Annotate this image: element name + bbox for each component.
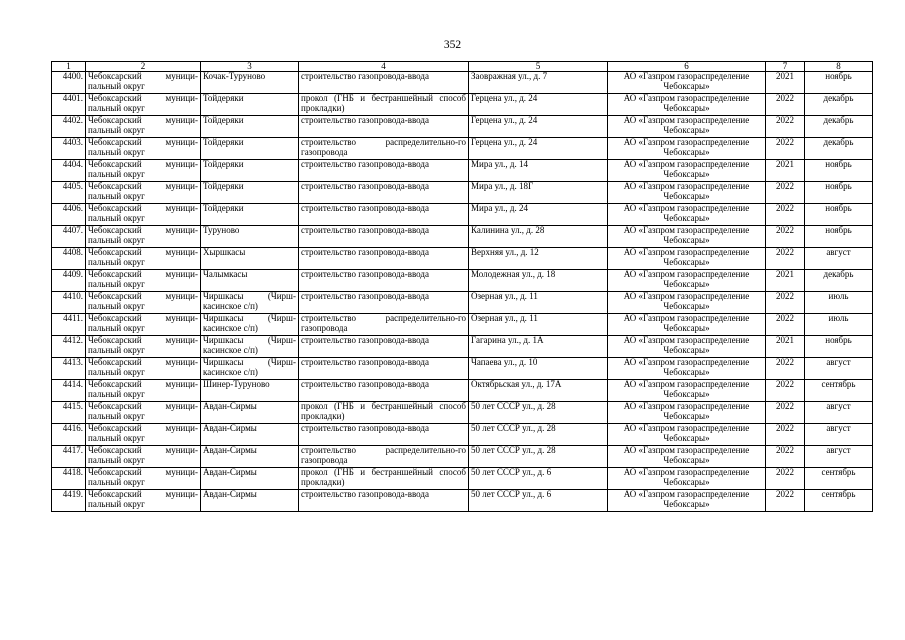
- work-type-cell: строительство газопровода-ввода: [299, 72, 469, 94]
- table-row: [52, 314, 873, 336]
- district-cell: Чебоксарский муници-пальный округ: [86, 380, 201, 402]
- table-row: [52, 94, 873, 116]
- locality-cell: Тойдеряки: [201, 204, 299, 226]
- row-number: 4418.: [52, 468, 86, 490]
- work-type-cell: строительство распределительно-го газопровода: [299, 446, 469, 468]
- district-cell: Чебоксарский муници-пальный округ: [86, 446, 201, 468]
- year-cell: 2022: [766, 490, 805, 512]
- work-type-cell: строительство газопровода-ввода: [299, 380, 469, 402]
- locality-cell: Тойдеряки: [201, 116, 299, 138]
- month-cell: ноябрь: [805, 204, 873, 226]
- locality-cell: Шинер-Туруново: [201, 380, 299, 402]
- row-number: 4417.: [52, 446, 86, 468]
- address-cell: 50 лет СССР ул., д. 6: [469, 490, 608, 512]
- work-type-cell: прокол (ГНБ и бестраншейный способ прокладки): [299, 94, 469, 116]
- row-number: 4400.: [52, 72, 86, 94]
- table-row: [52, 292, 873, 314]
- month-cell: ноябрь: [805, 160, 873, 182]
- address-cell: Верхняя ул., д. 12: [469, 248, 608, 270]
- year-cell: 2022: [766, 116, 805, 138]
- table-row: [52, 336, 873, 358]
- month-cell: сентябрь: [805, 468, 873, 490]
- organization-cell: АО «Газпром газораспределение Чебоксары»: [608, 204, 766, 226]
- work-type-cell: прокол (ГНБ и бестраншейный способ прокладки): [299, 468, 469, 490]
- locality-cell: Авдан-Сирмы: [201, 402, 299, 424]
- address-cell: Калинина ул., д. 28: [469, 226, 608, 248]
- district-cell: Чебоксарский муници-пальный округ: [86, 358, 201, 380]
- year-cell: 2022: [766, 468, 805, 490]
- locality-cell: Тойдеряки: [201, 160, 299, 182]
- column-number-row: [52, 62, 873, 72]
- address-cell: Озерная ул., д. 11: [469, 292, 608, 314]
- row-number: 4414.: [52, 380, 86, 402]
- month-cell: сентябрь: [805, 380, 873, 402]
- locality-cell: Кочак-Туруново: [201, 72, 299, 94]
- year-cell: 2021: [766, 336, 805, 358]
- district-cell: Чебоксарский муници-пальный округ: [86, 204, 201, 226]
- work-type-cell: строительство распределительно-го газопровода: [299, 138, 469, 160]
- table-row: [52, 248, 873, 270]
- work-type-cell: строительство газопровода-ввода: [299, 160, 469, 182]
- year-cell: 2022: [766, 138, 805, 160]
- year-cell: 2022: [766, 446, 805, 468]
- work-type-cell: строительство распределительно-го газопровода: [299, 314, 469, 336]
- column-number: 3: [201, 62, 299, 72]
- organization-cell: АО «Газпром газораспределение Чебоксары»: [608, 94, 766, 116]
- organization-cell: АО «Газпром газораспределение Чебоксары»: [608, 336, 766, 358]
- month-cell: август: [805, 402, 873, 424]
- table-row: [52, 116, 873, 138]
- work-type-cell: строительство газопровода-ввода: [299, 292, 469, 314]
- year-cell: 2022: [766, 402, 805, 424]
- row-number: 4408.: [52, 248, 86, 270]
- year-cell: 2021: [766, 270, 805, 292]
- address-cell: Герцена ул., д. 24: [469, 116, 608, 138]
- row-number: 4407.: [52, 226, 86, 248]
- district-cell: Чебоксарский муници-пальный округ: [86, 402, 201, 424]
- district-cell: Чебоксарский муници-пальный округ: [86, 424, 201, 446]
- row-number: 4409.: [52, 270, 86, 292]
- row-number: 4405.: [52, 182, 86, 204]
- table-row: [52, 424, 873, 446]
- table-row: [52, 380, 873, 402]
- table-row: [52, 138, 873, 160]
- table-row: [52, 402, 873, 424]
- locality-cell: Хыршкасы: [201, 248, 299, 270]
- work-type-cell: прокол (ГНБ и бестраншейный способ прокладки): [299, 402, 469, 424]
- district-cell: Чебоксарский муници-пальный округ: [86, 138, 201, 160]
- month-cell: декабрь: [805, 116, 873, 138]
- locality-cell: Чиршкасы (Чирш-касинское с/п): [201, 292, 299, 314]
- district-cell: Чебоксарский муници-пальный округ: [86, 182, 201, 204]
- year-cell: 2022: [766, 226, 805, 248]
- data-table: [51, 61, 873, 512]
- address-cell: Чапаева ул., д. 10: [469, 358, 608, 380]
- column-number: 8: [805, 62, 873, 72]
- address-cell: Герцена ул., д. 24: [469, 94, 608, 116]
- locality-cell: Тойдеряки: [201, 138, 299, 160]
- column-number: 6: [608, 62, 766, 72]
- table-row: [52, 270, 873, 292]
- locality-cell: Чиршкасы (Чирш-касинское с/п): [201, 336, 299, 358]
- work-type-cell: строительство газопровода-ввода: [299, 336, 469, 358]
- table-row: [52, 204, 873, 226]
- locality-cell: Чиршкасы (Чирш-касинское с/п): [201, 358, 299, 380]
- row-number: 4416.: [52, 424, 86, 446]
- table-row: [52, 160, 873, 182]
- month-cell: ноябрь: [805, 182, 873, 204]
- year-cell: 2022: [766, 292, 805, 314]
- row-number: 4404.: [52, 160, 86, 182]
- month-cell: август: [805, 446, 873, 468]
- row-number: 4410.: [52, 292, 86, 314]
- district-cell: Чебоксарский муници-пальный округ: [86, 490, 201, 512]
- organization-cell: АО «Газпром газораспределение Чебоксары»: [608, 226, 766, 248]
- year-cell: 2021: [766, 72, 805, 94]
- work-type-cell: строительство газопровода-ввода: [299, 270, 469, 292]
- locality-cell: Тойдеряки: [201, 94, 299, 116]
- locality-cell: Туруново: [201, 226, 299, 248]
- district-cell: Чебоксарский муници-пальный округ: [86, 336, 201, 358]
- district-cell: Чебоксарский муници-пальный округ: [86, 292, 201, 314]
- organization-cell: АО «Газпром газораспределение Чебоксары»: [608, 116, 766, 138]
- address-cell: Гагарина ул., д. 1А: [469, 336, 608, 358]
- district-cell: Чебоксарский муници-пальный округ: [86, 468, 201, 490]
- month-cell: июль: [805, 292, 873, 314]
- address-cell: Заовражная ул., д. 7: [469, 72, 608, 94]
- work-type-cell: строительство газопровода-ввода: [299, 490, 469, 512]
- district-cell: Чебоксарский муници-пальный округ: [86, 226, 201, 248]
- address-cell: Мира ул., д. 18Г: [469, 182, 608, 204]
- month-cell: август: [805, 248, 873, 270]
- year-cell: 2022: [766, 182, 805, 204]
- address-cell: Молодежная ул., д. 18: [469, 270, 608, 292]
- organization-cell: АО «Газпром газораспределение Чебоксары»: [608, 138, 766, 160]
- table-row: [52, 226, 873, 248]
- district-cell: Чебоксарский муници-пальный округ: [86, 270, 201, 292]
- organization-cell: АО «Газпром газораспределение Чебоксары»: [608, 160, 766, 182]
- organization-cell: АО «Газпром газораспределение Чебоксары»: [608, 424, 766, 446]
- column-number: 7: [766, 62, 805, 72]
- address-cell: Мира ул., д. 14: [469, 160, 608, 182]
- month-cell: ноябрь: [805, 336, 873, 358]
- month-cell: декабрь: [805, 138, 873, 160]
- year-cell: 2022: [766, 248, 805, 270]
- organization-cell: АО «Газпром газораспределение Чебоксары»: [608, 468, 766, 490]
- year-cell: 2022: [766, 358, 805, 380]
- table-row: [52, 468, 873, 490]
- row-number: 4402.: [52, 116, 86, 138]
- month-cell: декабрь: [805, 94, 873, 116]
- district-cell: Чебоксарский муници-пальный округ: [86, 314, 201, 336]
- locality-cell: Тойдеряки: [201, 182, 299, 204]
- row-number: 4401.: [52, 94, 86, 116]
- row-number: 4411.: [52, 314, 86, 336]
- address-cell: Герцена ул., д. 24: [469, 138, 608, 160]
- district-cell: Чебоксарский муници-пальный округ: [86, 160, 201, 182]
- address-cell: 50 лет СССР ул., д. 28: [469, 446, 608, 468]
- column-number: 4: [299, 62, 469, 72]
- row-number: 4406.: [52, 204, 86, 226]
- district-cell: Чебоксарский муници-пальный округ: [86, 94, 201, 116]
- organization-cell: АО «Газпром газораспределение Чебоксары»: [608, 248, 766, 270]
- organization-cell: АО «Газпром газораспределение Чебоксары»: [608, 402, 766, 424]
- address-cell: Озерная ул., д. 11: [469, 314, 608, 336]
- table-row: [52, 182, 873, 204]
- table-row: [52, 446, 873, 468]
- locality-cell: Авдан-Сирмы: [201, 468, 299, 490]
- month-cell: июль: [805, 314, 873, 336]
- row-number: 4415.: [52, 402, 86, 424]
- year-cell: 2022: [766, 424, 805, 446]
- locality-cell: Авдан-Сирмы: [201, 424, 299, 446]
- year-cell: 2021: [766, 160, 805, 182]
- column-number: 2: [86, 62, 201, 72]
- year-cell: 2022: [766, 314, 805, 336]
- month-cell: сентябрь: [805, 490, 873, 512]
- table-row: [52, 358, 873, 380]
- address-cell: 50 лет СССР ул., д. 28: [469, 402, 608, 424]
- organization-cell: АО «Газпром газораспределение Чебоксары»: [608, 380, 766, 402]
- organization-cell: АО «Газпром газораспределение Чебоксары»: [608, 358, 766, 380]
- district-cell: Чебоксарский муници-пальный округ: [86, 72, 201, 94]
- table-row: [52, 490, 873, 512]
- work-type-cell: строительство газопровода-ввода: [299, 116, 469, 138]
- address-cell: 50 лет СССР ул., д. 6: [469, 468, 608, 490]
- work-type-cell: строительство газопровода-ввода: [299, 248, 469, 270]
- row-number: 4403.: [52, 138, 86, 160]
- year-cell: 2022: [766, 94, 805, 116]
- month-cell: ноябрь: [805, 226, 873, 248]
- row-number: 4419.: [52, 490, 86, 512]
- work-type-cell: строительство газопровода-ввода: [299, 204, 469, 226]
- locality-cell: Авдан-Сирмы: [201, 490, 299, 512]
- organization-cell: АО «Газпром газораспределение Чебоксары»: [608, 490, 766, 512]
- district-cell: Чебоксарский муници-пальный округ: [86, 248, 201, 270]
- organization-cell: АО «Газпром газораспределение Чебоксары»: [608, 72, 766, 94]
- organization-cell: АО «Газпром газораспределение Чебоксары»: [608, 182, 766, 204]
- row-number: 4412.: [52, 336, 86, 358]
- organization-cell: АО «Газпром газораспределение Чебоксары»: [608, 270, 766, 292]
- column-number: 5: [469, 62, 608, 72]
- page-number: 352: [443, 39, 462, 51]
- month-cell: ноябрь: [805, 72, 873, 94]
- locality-cell: Чиршкасы (Чирш-касинское с/п): [201, 314, 299, 336]
- year-cell: 2022: [766, 204, 805, 226]
- locality-cell: Авдан-Сирмы: [201, 446, 299, 468]
- row-number: 4413.: [52, 358, 86, 380]
- month-cell: август: [805, 358, 873, 380]
- year-cell: 2022: [766, 380, 805, 402]
- district-cell: Чебоксарский муници-пальный округ: [86, 116, 201, 138]
- work-type-cell: строительство газопровода-ввода: [299, 424, 469, 446]
- organization-cell: АО «Газпром газораспределение Чебоксары»: [608, 314, 766, 336]
- work-type-cell: строительство газопровода-ввода: [299, 182, 469, 204]
- address-cell: Октябрьская ул., д. 17А: [469, 380, 608, 402]
- month-cell: декабрь: [805, 270, 873, 292]
- work-type-cell: строительство газопровода-ввода: [299, 226, 469, 248]
- address-cell: 50 лет СССР ул., д. 28: [469, 424, 608, 446]
- column-number: 1: [52, 62, 86, 72]
- locality-cell: Чалымкасы: [201, 270, 299, 292]
- table-row: [52, 72, 873, 94]
- month-cell: август: [805, 424, 873, 446]
- organization-cell: АО «Газпром газораспределение Чебоксары»: [608, 446, 766, 468]
- address-cell: Мира ул., д. 24: [469, 204, 608, 226]
- organization-cell: АО «Газпром газораспределение Чебоксары»: [608, 292, 766, 314]
- work-type-cell: строительство газопровода-ввода: [299, 358, 469, 380]
